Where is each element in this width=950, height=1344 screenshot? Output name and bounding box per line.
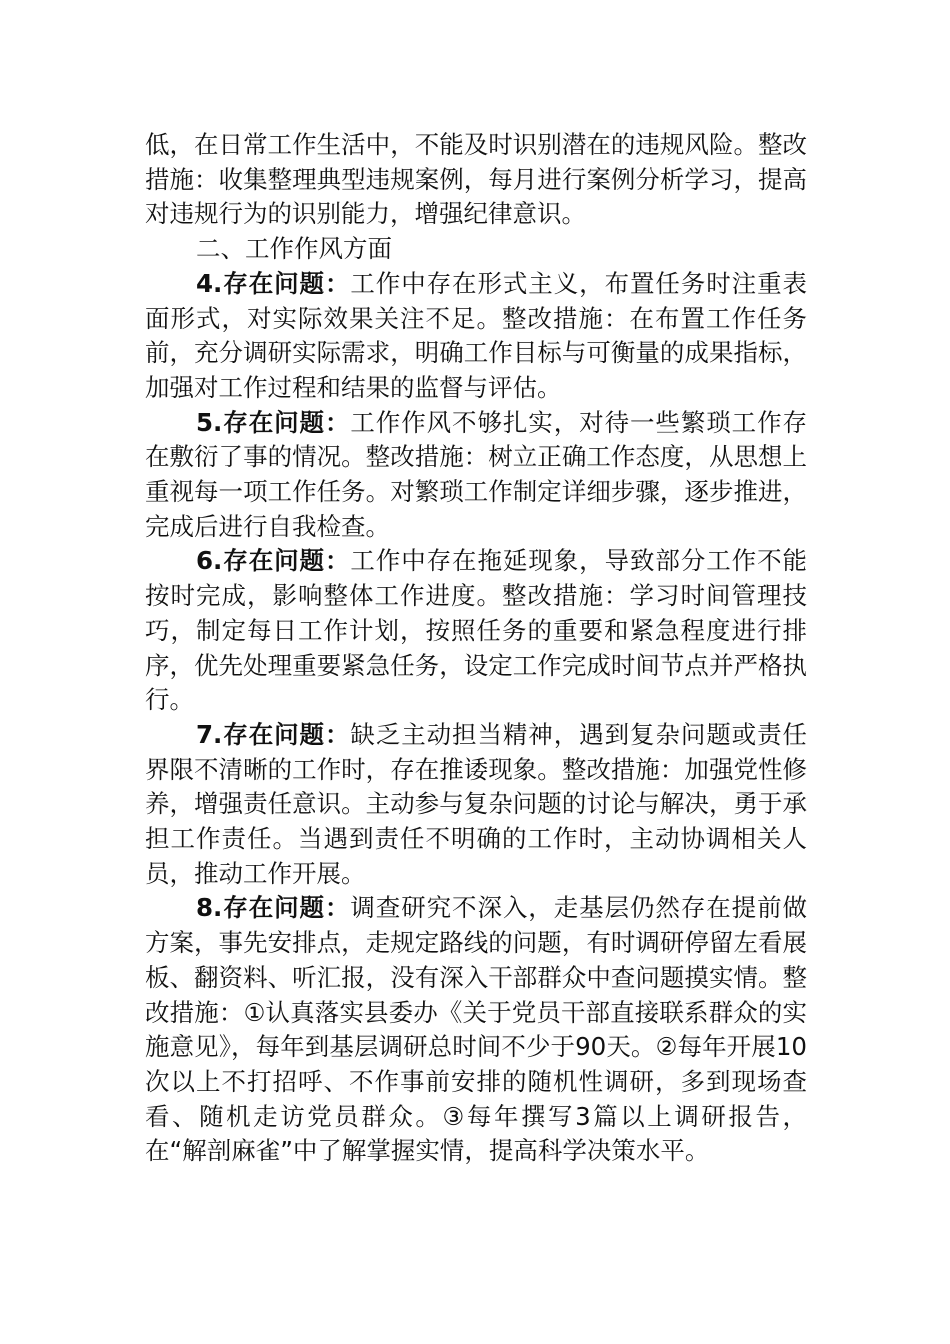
item-body-text: 缺乏主动担当精神，遇到复杂问题或责任界限不清晰的工作时，存在推诿现象。整改措施：加强党性修养，增强责任意识。主动参与复杂问题的讨论与解决，勇于承担工作责任。当遇到责任不明确的工作时，主动协调相关人员，推动工作开展。 xyxy=(145,719,807,888)
intro-paragraph: 低，在日常工作生活中，不能及时识别潜在的违规风险。整改措施：收集整理典型违规案例，每月进行案例分析学习，提高对违规行为的识别能力，增强纪律意识。 xyxy=(145,130,807,229)
item-lead-label: 7.存在问题： xyxy=(196,719,351,749)
item-paragraph-6 xyxy=(145,544,807,718)
item-body-text: 调查研究不深入，走基层仍然存在提前做方案，事先安排点，走规定路线的问题，有时调研停留左看展板、翻资料、听汇报，没有深入干部群众中查问题摸实情。整改措施：①认真落实县委办《关于党员干部直接联系群众的实施意见》，每年到基层调研总时间不少于90天。②每年开展10次以上不打招呼、不作事前安排的随机性调研，多到现场查看、随机走访党员群众。③每年撰写3篇以上调研报告，在“解剖麻雀”中了解掌握实情，提高科学决策水平。 xyxy=(145,893,807,1166)
item-paragraph-5 xyxy=(145,406,807,545)
item-paragraph-7 xyxy=(145,718,807,892)
item-lead-label: 4.存在问题： xyxy=(196,268,351,298)
item-paragraph-4 xyxy=(145,267,807,406)
item-lead-label: 8.存在问题： xyxy=(196,893,351,923)
item-body-text: 工作中存在拖延现象，导致部分工作不能按时完成，影响整体工作进度。整改措施：学习时间管理技巧，制定每日工作计划，按照任务的重要和紧急程度进行排序，优先处理重要紧急任务，设定工作完成时间节点并严格执行。 xyxy=(145,546,807,715)
item-paragraph-8 xyxy=(145,891,807,1169)
document-page xyxy=(145,128,807,1169)
section-heading: 二、工作作风方面 xyxy=(196,234,392,264)
item-body-text: 工作中存在形式主义，布置任务时注重表面形式，对实际效果关注不足。整改措施：在布置工作任务前，充分调研实际需求，明确工作目标与可衡量的成果指标，加强对工作过程和结果的监督与评估。 xyxy=(145,268,807,402)
item-body-text: 工作作风不够扎实，对待一些繁琐工作存在敷衍了事的情况。整改措施：树立正确工作态度，从思想上重视每一项工作任务。对繁琐工作制定详细步骤，逐步推进，完成后进行自我检查。 xyxy=(145,407,807,541)
item-lead-label: 6.存在问题： xyxy=(196,546,351,576)
item-lead-label: 5.存在问题： xyxy=(196,407,351,437)
